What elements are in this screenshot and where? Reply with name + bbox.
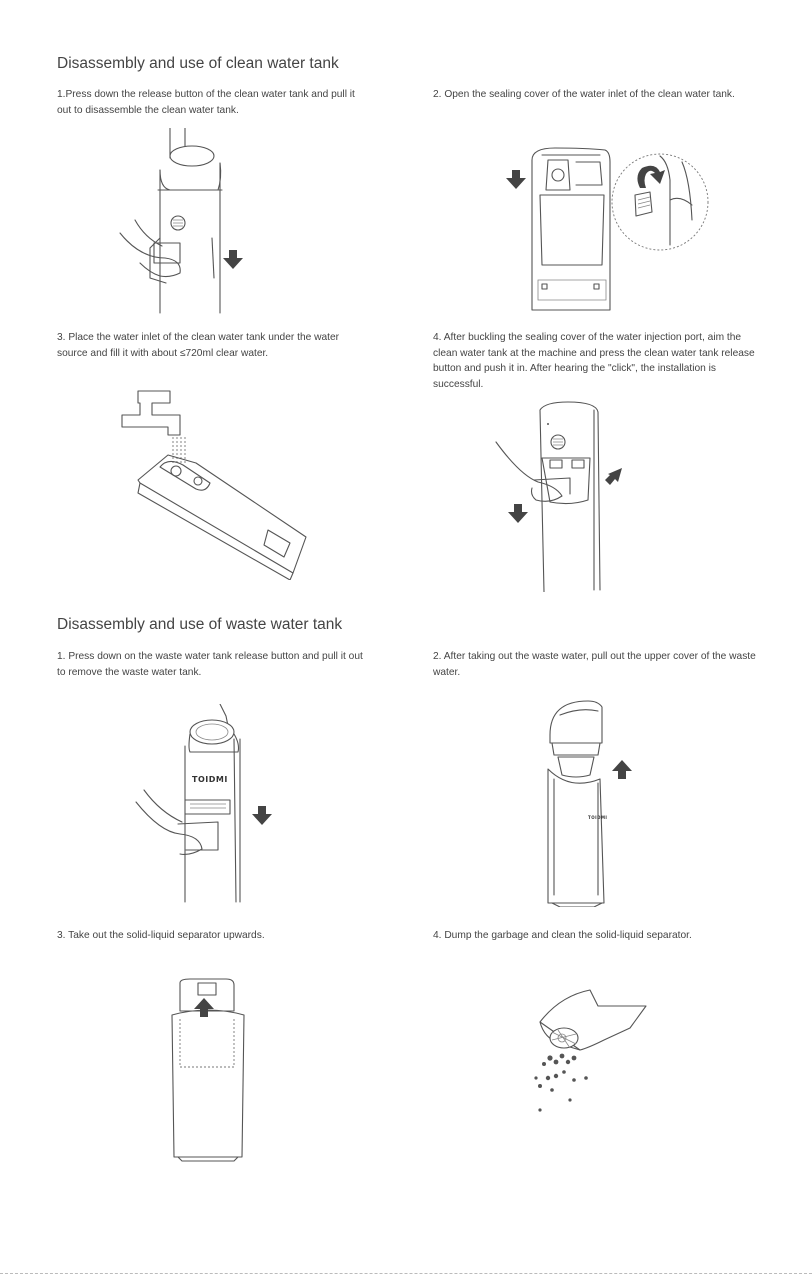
- step-1-4-text: 4. After buckling the sealing cover of the water injection port, aim the clean water tank at the machine and press the clean water tank release button and push it in. After hearing the "click", the installation is successful.: [433, 332, 755, 390]
- step-1-1-text: 1.Press down the release button of the clean water tank and pull it out to disassemble the clean water tank.: [57, 89, 355, 116]
- illustration-open-seal-cover: [500, 140, 720, 320]
- svg-text:TOIDMI: TOIDMI: [588, 815, 608, 820]
- illustration-pull-upper-cover: [540, 695, 650, 907]
- arrow-down-icon: [506, 170, 526, 189]
- arrow-down-icon: [223, 250, 243, 269]
- brand-logo: TOIDMI: [192, 775, 228, 784]
- arrow-down-icon: [252, 806, 272, 825]
- step-1-3-text: 3. Place the water inlet of the clean water tank under the water source and fill it with about ≤720ml clear water.: [57, 332, 340, 359]
- arrow-down-icon: [508, 504, 528, 523]
- illustration-fill-water: [118, 385, 318, 580]
- illustration-remove-separator: [168, 975, 248, 1165]
- step-2-1-text: 1. Press down on the waste water tank release button and pull it out to remove the waste water tank.: [57, 651, 363, 678]
- step-2-3-text: 3. Take out the solid-liquid separator upwards.: [57, 930, 265, 941]
- step-1-2-text: 2. Open the sealing cover of the water inlet of the clean water tank.: [433, 89, 735, 100]
- illustration-dump-garbage: [530, 982, 650, 1117]
- footer-divider: [0, 1273, 812, 1274]
- arrow-up-icon: [612, 760, 632, 779]
- section-title-waste-water-tank: Disassembly and use of waste water tank: [57, 616, 343, 633]
- section-title-clean-water-tank: Disassembly and use of clean water tank: [57, 55, 339, 72]
- illustration-install-clean-tank: [490, 400, 640, 592]
- illustration-remove-clean-tank: [110, 128, 280, 318]
- arrow-up-right-icon: [605, 468, 622, 485]
- arrow-up-icon: [194, 998, 214, 1017]
- illustration-remove-waste-tank: [130, 704, 290, 904]
- step-2-2-text: 2. After taking out the waste water, pull out the upper cover of the waste water.: [433, 651, 756, 678]
- debris-particles: [534, 1054, 587, 1112]
- rotate-arrow-icon: [637, 166, 665, 188]
- step-2-4-text: 4. Dump the garbage and clean the solid-liquid separator.: [433, 930, 692, 941]
